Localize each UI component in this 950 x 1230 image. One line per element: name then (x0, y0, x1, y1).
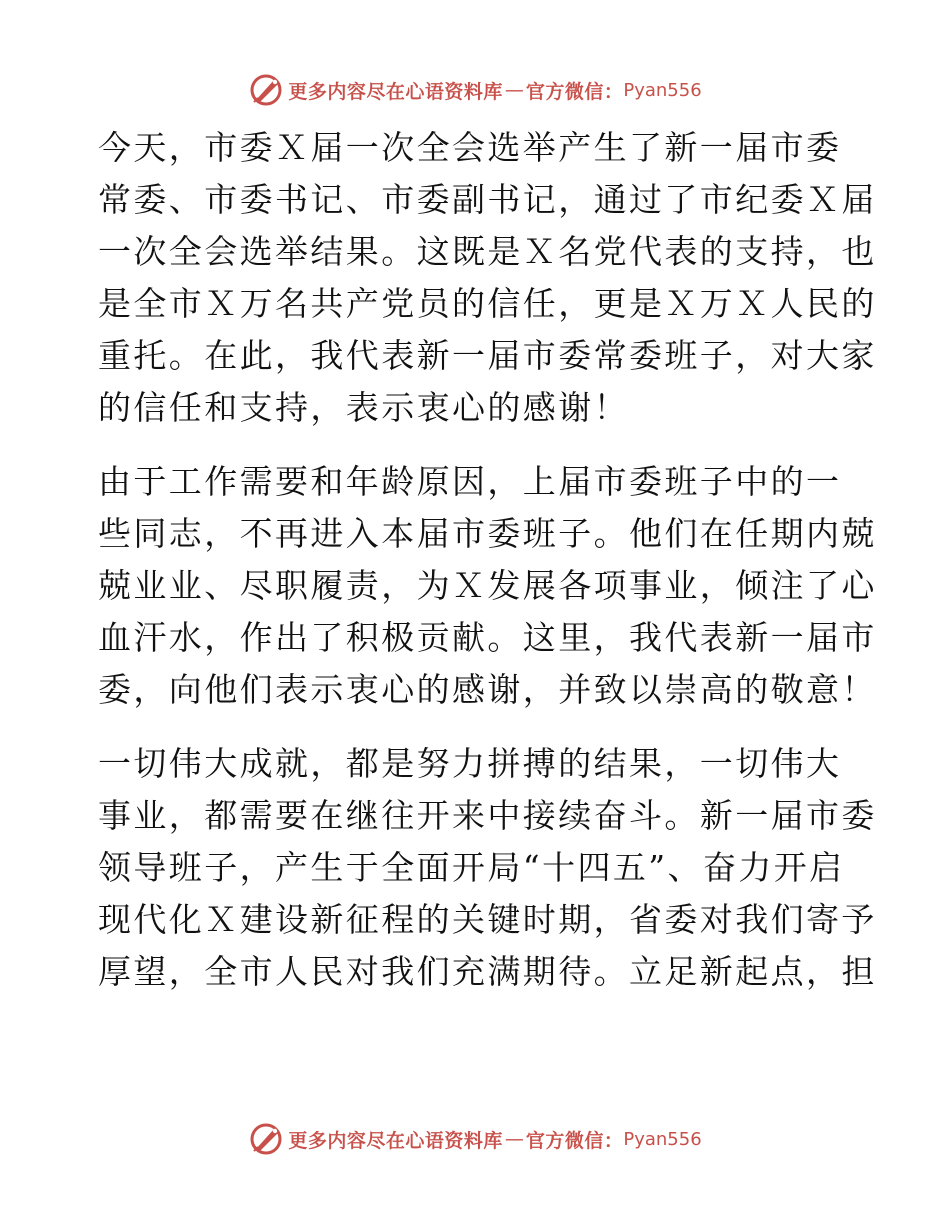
header-banner (0, 70, 950, 110)
text-line: 委，向他们表示衷心的感谢，并致以崇高的敬意！ (98, 670, 877, 709)
quill-logo-icon (248, 72, 284, 108)
banner-wechat-id: Pyan556 (623, 1128, 702, 1150)
banner-wechat-id: Pyan556 (623, 79, 702, 101)
text-line: 领导班子，产生于全面开局“十四五”、奋力开启 (98, 848, 845, 887)
footer-banner (0, 1119, 950, 1159)
text-line: 血汗水，作出了积极贡献。这里，我代表新一届市 (98, 618, 877, 657)
text-line: 兢业业、尽职履责，为Ｘ发展各项事业，倾注了心 (98, 566, 877, 605)
text-line: 是全市Ｘ万名共产党员的信任，更是Ｘ万Ｘ人民的 (98, 284, 877, 323)
document-body (98, 122, 877, 1020)
paragraph (98, 122, 877, 434)
text-line: 今天，市委Ｘ届一次全会选举产生了新一届市委 (98, 128, 842, 167)
banner-separator: — (504, 79, 524, 101)
banner-title: 更多内容尽在心语资料库 (288, 80, 503, 103)
banner-wechat-label: 官方微信： (525, 80, 624, 103)
paragraph (98, 456, 877, 716)
text-line: 些同志，不再进入本届市委班子。他们在任期内兢 (98, 514, 877, 553)
text-line: 一切伟大成就，都是努力拼搏的结果，一切伟大 (98, 744, 842, 783)
text-line: 厚望，全市人民对我们充满期待。立足新起点，担 (98, 952, 877, 991)
text-line: 常委、市委书记、市委副书记，通过了市纪委Ｘ届 (98, 180, 877, 219)
banner-title: 更多内容尽在心语资料库 (288, 1129, 503, 1152)
text-line: 由于工作需要和年龄原因，上届市委班子中的一 (98, 462, 842, 501)
text-line: 的信任和支持，表示衷心的感谢！ (98, 388, 629, 427)
banner-wechat-label: 官方微信： (525, 1129, 624, 1152)
text-line: 事业，都需要在继往开来中接续奋斗。新一届市委 (98, 796, 877, 835)
text-line: 一次全会选举结果。这既是Ｘ名党代表的支持，也 (98, 232, 877, 271)
paragraph (98, 738, 877, 998)
quill-logo-icon (248, 1121, 284, 1157)
text-line: 现代化Ｘ建设新征程的关键时期，省委对我们寄予 (98, 900, 877, 939)
banner-separator: — (504, 1128, 524, 1150)
text-line: 重托。在此，我代表新一届市委常委班子，对大家 (98, 336, 877, 375)
